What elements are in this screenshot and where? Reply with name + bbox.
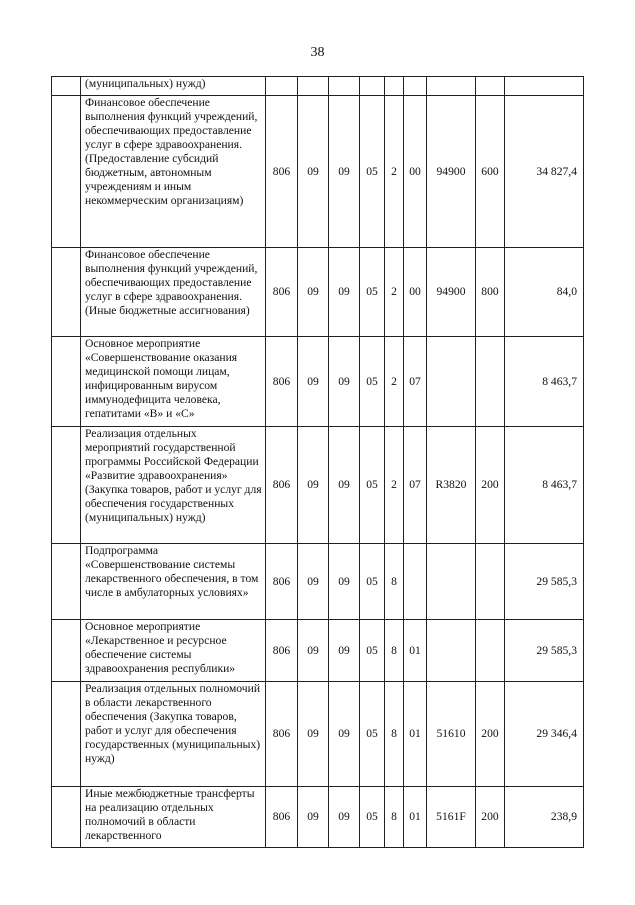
table-row [52, 77, 584, 96]
activity-code-cell: 01 [404, 620, 427, 682]
expense-type-cell: 200 [476, 427, 505, 544]
subsection-code-cell [329, 77, 360, 96]
table-row [52, 682, 584, 787]
amount-cell [505, 77, 584, 96]
activity-code-cell [404, 544, 427, 620]
row-number-cell [52, 337, 81, 427]
program-code-cell: 05 [360, 544, 385, 620]
subprogram-code-cell: 8 [385, 787, 404, 848]
section-code-cell: 09 [298, 620, 329, 682]
program-code-cell: 05 [360, 620, 385, 682]
activity-code-cell: 07 [404, 337, 427, 427]
section-code-cell: 09 [298, 544, 329, 620]
direction-code-cell: 94900 [427, 96, 476, 248]
subprogram-code-cell: 8 [385, 544, 404, 620]
expense-type-cell: 600 [476, 96, 505, 248]
table-row [52, 787, 584, 848]
subprogram-code-cell: 8 [385, 682, 404, 787]
subprogram-code-cell [385, 77, 404, 96]
item-name-cell: Финансовое обеспечение выполнения функций учреждений, обеспечивающих предоставление услуг в сфере здравоохранения. (Предоставление субсидий бюджетным, автономным учреждениям и иным некоммерческим организациям) [81, 96, 266, 248]
subprogram-code-cell: 2 [385, 96, 404, 248]
section-code-cell: 09 [298, 337, 329, 427]
table-row [52, 248, 584, 337]
program-code-cell: 05 [360, 787, 385, 848]
row-number-cell [52, 77, 81, 96]
expense-type-cell [476, 337, 505, 427]
program-code-cell: 05 [360, 427, 385, 544]
amount-cell: 34 827,4 [505, 96, 584, 248]
item-name-cell: Основное мероприятие «Совершенствование оказания медицинской помощи лицам, инфицированным вирусом иммунодефицита человека, гепатитами «В» и «С» [81, 337, 266, 427]
ministry-code-cell: 806 [266, 427, 298, 544]
direction-code-cell: 94900 [427, 248, 476, 337]
ministry-code-cell: 806 [266, 620, 298, 682]
table-row [52, 544, 584, 620]
item-name-cell: Основное мероприятие «Лекарственное и ресурсное обеспечение системы здравоохранения республики» [81, 620, 266, 682]
activity-code-cell: 01 [404, 787, 427, 848]
ministry-code-cell: 806 [266, 248, 298, 337]
row-number-cell [52, 682, 81, 787]
amount-cell: 84,0 [505, 248, 584, 337]
direction-code-cell: 51610 [427, 682, 476, 787]
activity-code-cell: 07 [404, 427, 427, 544]
subsection-code-cell: 09 [329, 620, 360, 682]
subprogram-code-cell: 2 [385, 427, 404, 544]
subsection-code-cell: 09 [329, 682, 360, 787]
program-code-cell [360, 77, 385, 96]
direction-code-cell: R3820 [427, 427, 476, 544]
subsection-code-cell: 09 [329, 96, 360, 248]
ministry-code-cell: 806 [266, 337, 298, 427]
activity-code-cell [404, 77, 427, 96]
section-code-cell [298, 77, 329, 96]
table-row [52, 337, 584, 427]
section-code-cell: 09 [298, 427, 329, 544]
amount-cell: 29 585,3 [505, 620, 584, 682]
expense-type-cell: 800 [476, 248, 505, 337]
activity-code-cell: 00 [404, 248, 427, 337]
program-code-cell: 05 [360, 248, 385, 337]
direction-code-cell: 5161F [427, 787, 476, 848]
ministry-code-cell: 806 [266, 682, 298, 787]
page-number: 38 [310, 45, 325, 60]
amount-cell: 29 585,3 [505, 544, 584, 620]
subsection-code-cell: 09 [329, 248, 360, 337]
subprogram-code-cell: 2 [385, 337, 404, 427]
item-name-cell: Иные межбюджетные трансферты на реализацию отдельных полномочий в области лекарственного [81, 787, 266, 848]
section-code-cell: 09 [298, 248, 329, 337]
amount-cell: 29 346,4 [505, 682, 584, 787]
activity-code-cell: 00 [404, 96, 427, 248]
item-name-cell: Финансовое обеспечение выполнения функций учреждений, обеспечивающих предоставление услуг в сфере здравоохранения. (Иные бюджетные ассигнования) [81, 248, 266, 337]
direction-code-cell [427, 620, 476, 682]
subsection-code-cell: 09 [329, 544, 360, 620]
row-number-cell [52, 787, 81, 848]
section-code-cell: 09 [298, 96, 329, 248]
direction-code-cell [427, 544, 476, 620]
program-code-cell: 05 [360, 337, 385, 427]
subsection-code-cell: 09 [329, 787, 360, 848]
ministry-code-cell: 806 [266, 96, 298, 248]
expense-type-cell: 200 [476, 787, 505, 848]
expense-type-cell: 200 [476, 682, 505, 787]
subprogram-code-cell: 2 [385, 248, 404, 337]
table-body [52, 77, 584, 848]
amount-cell: 8 463,7 [505, 427, 584, 544]
table-row [52, 620, 584, 682]
ministry-code-cell: 806 [266, 544, 298, 620]
row-number-cell [52, 427, 81, 544]
item-name-cell: Реализация отдельных мероприятий государственной программы Российской Федерации «Развитие здравоохранения» (Закупка товаров, работ и услуг для обеспечения государственных (муниципальных) нужд) [81, 427, 266, 544]
ministry-code-cell [266, 77, 298, 96]
table-row [52, 96, 584, 248]
ministry-code-cell: 806 [266, 787, 298, 848]
program-code-cell: 05 [360, 96, 385, 248]
subprogram-code-cell: 8 [385, 620, 404, 682]
expense-type-cell [476, 544, 505, 620]
row-number-cell [52, 544, 81, 620]
item-name-cell: (муниципальных) нужд) [81, 77, 266, 96]
expense-type-cell [476, 620, 505, 682]
section-code-cell: 09 [298, 682, 329, 787]
activity-code-cell: 01 [404, 682, 427, 787]
row-number-cell [52, 96, 81, 248]
item-name-cell: Подпрограмма «Совершенствование системы лекарственного обеспечения, в том числе в амбулаторных условиях» [81, 544, 266, 620]
table-row [52, 427, 584, 544]
direction-code-cell [427, 77, 476, 96]
subsection-code-cell: 09 [329, 427, 360, 544]
program-code-cell: 05 [360, 682, 385, 787]
budget-table [51, 76, 584, 848]
item-name-cell: Реализация отдельных полномочий в области лекарственного обеспечения (Закупка товаров, работ и услуг для обеспечения государственных (муниципальных) нужд) [81, 682, 266, 787]
direction-code-cell [427, 337, 476, 427]
expense-type-cell [476, 77, 505, 96]
amount-cell: 8 463,7 [505, 337, 584, 427]
subsection-code-cell: 09 [329, 337, 360, 427]
row-number-cell [52, 620, 81, 682]
amount-cell: 238,9 [505, 787, 584, 848]
section-code-cell: 09 [298, 787, 329, 848]
row-number-cell [52, 248, 81, 337]
